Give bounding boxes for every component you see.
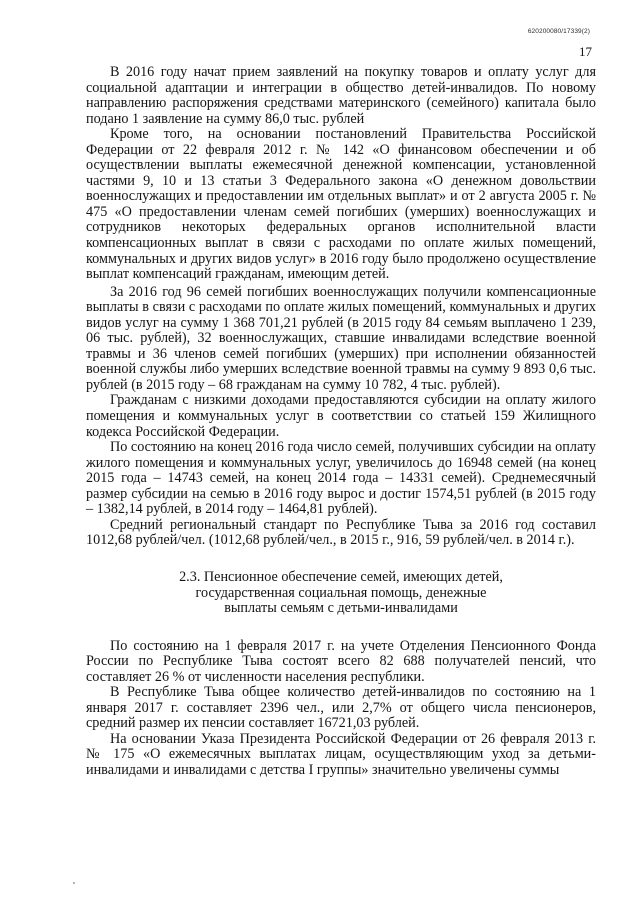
paragraph-regional-standard: Средний региональный стандарт по Республике Тыва за 2016 год составил 1012,68 рублей/чел. (1012,68 рублей/чел., в 2015 г., 916, 59 рублей/чел. в 2014 г.).	[86, 516, 596, 549]
paragraph-presidential-decree: На основании Указа Президента Российской Федерации от 26 февраля 2013 г. № 175 «О ежемесячных выплатах лицам, осуществляющим уход за детьми-инвалидами и инвалидами с детства I группы» значительно увеличены суммы	[86, 730, 596, 778]
section-heading-line-3: выплаты семьям с детьми-инвалидами	[224, 600, 458, 617]
section-heading-line-2: государственная социальная помощь, денежные	[195, 584, 487, 601]
paragraph-compensation-decrees: Кроме того, на основании постановлений Правительства Российской Федерации от 22 февраля 2012 г. № 142 «О финансовом обеспечении и об осуществлении выплаты ежемесячной денежной компенсации, установленной частями 9, 10 и 13 статьи 3 Федерального закона «О денежном довольствии военнослужащих и предоставлении им отдельных выплат» и от 2 августа 2005 г. № 475 «О предоставлении членам семей погибших (умерших) военнослужащих и сотрудников некоторых федеральных органов исполнительной власти компенсационных выплат в связи с расходами по оплате жилых помещений, коммунальных и других видов услуг» в 2016 году было продолжено осуществление выплат компенсаций гражданам, имеющим детей.	[86, 126, 596, 283]
section-heading-line-1: 2.3. Пенсионное обеспечение семей, имеющих детей,	[179, 568, 503, 585]
document-body	[86, 65, 596, 779]
paragraph-subsidy-statistics: По состоянию на конец 2016 года число семей, получивших субсидии на оплату жилого помещения и коммунальных услуг, увеличилось до 16948 семей (на конец 2015 года – 14743 семей, на конец 2014 года – 14331 семей). Среднемесячный размер субсидии на семью в 2016 году вырос и достиг 1574,51 рублей (в 2015 году – 1382,14 рублей, в 2014 году – 1464,81 рублей).	[86, 439, 596, 518]
section-heading	[86, 570, 596, 617]
scan-speck	[73, 882, 75, 884]
document-id: 620200080/17339(2)	[527, 28, 590, 35]
paragraph-low-income-subsidies: Гражданам с низкими доходами предоставляются субсидии на оплату жилого помещения и коммунальных услуг в соответствии со статьей 159 Жилищного кодекса Российской Федерации.	[86, 392, 596, 440]
paragraph-maternity-capital: В 2016 году начат прием заявлений на покупку товаров и оплату услуг для социальной адаптации и интеграции в общество детей-инвалидов. По новому направлению распоряжения средствами материнского (семейного) капитала было подано 1 заявление на сумму 86,0 тыс. рублей	[86, 64, 596, 127]
paragraph-military-families: За 2016 год 96 семей погибших военнослужащих получили компенсационные выплаты в связи с расходами по оплате жилых помещений, коммунальных и других видов услуг на сумму 1 368 701,21 рублей (в 2015 году 84 семьям выплачено 1 239, 06 тыс. рублей), 32 военнослужащих, ставшие инвалидами вследствие военной травмы и 36 членов семей погибших (умерших) при исполнении обязанностей военной службы либо умерших вследствие военной травмы на сумму 9 893 0,6 тыс. рублей (в 2015 году – 68 гражданам на сумму 10 782, 4 тыс. рублей).	[86, 283, 596, 393]
paragraph-pension-recipients: По состоянию на 1 февраля 2017 г. на учете Отделения Пенсионного Фонда России по Республике Тыва состоят всего 82 688 получателей пенсий, что составляет 26 % от численности населения республики.	[86, 637, 596, 685]
page-number: 17	[579, 44, 592, 59]
paragraph-disabled-children: В Республике Тыва общее количество детей-инвалидов по состоянию на 1 января 2017 г. составляет 2396 чел., или 2,7% от общего числа пенсионеров, средний размер их пенсии составляет 16721,03 рублей.	[86, 684, 596, 732]
